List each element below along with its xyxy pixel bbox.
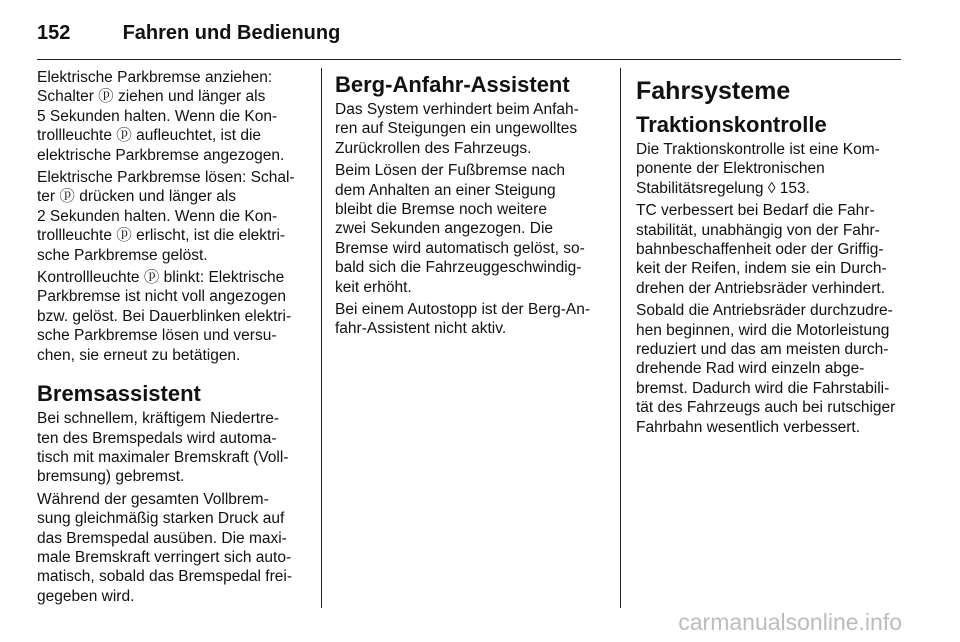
page-header — [37, 20, 340, 46]
paragraph-traktion-3: Sobald die Antriebsräder durchzudre- hen beginnen, wird die Motorleistung reduziert und das am meisten durch- drehende Rad wird einzeln abge- bremst. Dadurch wird die Fahrstabili- tät des Fahrzeugs auch bei rutschiger Fahrbahn wesentlich verbessert. — [636, 302, 896, 436]
heading-bremsassistent: Bremsassistent — [37, 381, 201, 407]
paragraph-berg-anfahr-2: Beim Lösen der Fußbremse nach dem Anhalten an einer Steigung bleibt die Bremse noch weitere zwei Sekunden angezogen. Die Bremse wird automatisch gelöst, so- bald sich die Fahrzeuggeschwindig- keit erhöht. — [335, 162, 585, 296]
column-fahrsysteme — [636, 68, 904, 440]
paragraph-bremsassistent-2: Während der gesamten Vollbrem- sung gleichmäßig starken Druck auf das Bremspedal ausüben. Die maxi- male Bremskraft verringert sich auto- matisch, sobald das Bremspedal frei- gegeben wird. — [37, 490, 293, 605]
watermark: carmanualsonline.info — [678, 609, 902, 635]
page-title: Fahren und Bedienung — [122, 22, 341, 44]
header-rule — [37, 59, 901, 60]
paragraph-bremsassistent-1: Bei schnellem, kräftigem Niedertre- ten des Bremspedals wird automa- tisch mit maximaler Bremskraft (Voll- bremsung) gebremst. — [37, 410, 289, 486]
page-number: 152 — [37, 22, 71, 44]
column-berg-anfahr-assistent — [335, 68, 603, 342]
paragraph-parkbremse-anziehen: Elektrische Parkbremse anziehen: Schalter ⓟ ziehen und länger als 5 Sekunden halten. Wenn die Kon- trollleuchte ⓟ aufleuchtet, ist die elektrische Parkbremse angezogen. — [37, 69, 285, 164]
paragraph-berg-anfahr-3: Bei einem Autostopp ist der Berg-An- fahr-Assistent nicht aktiv. — [335, 301, 591, 338]
column-divider-left — [321, 68, 322, 608]
column-parkbremse-bremsassistent — [37, 68, 305, 609]
paragraph-traktion-2: TC verbessert bei Bedarf die Fahr- stabilität, unabhängig von der Fahr- bahnbeschaffenheit oder der Griffig- keit der Reifen, indem sie ein Durch- drehen der Antriebsräder verhindert. — [636, 202, 887, 297]
heading-traktionskontrolle: Traktionskontrolle — [636, 112, 827, 137]
paragraph-traktion-1: Die Traktionskontrolle ist eine Kom- ponente der Elektronischen Stabilitätsregelung ◊ 153. — [636, 141, 880, 197]
paragraph-parkbremse-loesen: Elektrische Parkbremse lösen: Schal- ter ⓟ drücken und länger als 2 Sekunden halten. Wenn die Kon- trollleuchte ⓟ erlischt, ist die elektri- sche Parkbremse gelöst. — [37, 169, 295, 264]
paragraph-kontrollleuchte-blinkt: Kontrollleuchte ⓟ blinkt: Elektrische Parkbremse ist nicht voll angezogen bzw. gelöst. Bei Dauerblinken elektri- sche Parkbremse lösen und versu- chen, sie erneut zu betätigen. — [37, 269, 292, 364]
column-divider-right — [620, 68, 621, 608]
heading-berg-anfahr-assistent: Berg-Anfahr-Assistent — [335, 72, 570, 97]
heading-fahrsysteme: Fahrsysteme — [636, 77, 791, 105]
paragraph-berg-anfahr-1: Das System verhindert beim Anfah- ren auf Steigungen ein ungewolltes Zurückrollen des Fahrzeugs. — [335, 101, 579, 157]
